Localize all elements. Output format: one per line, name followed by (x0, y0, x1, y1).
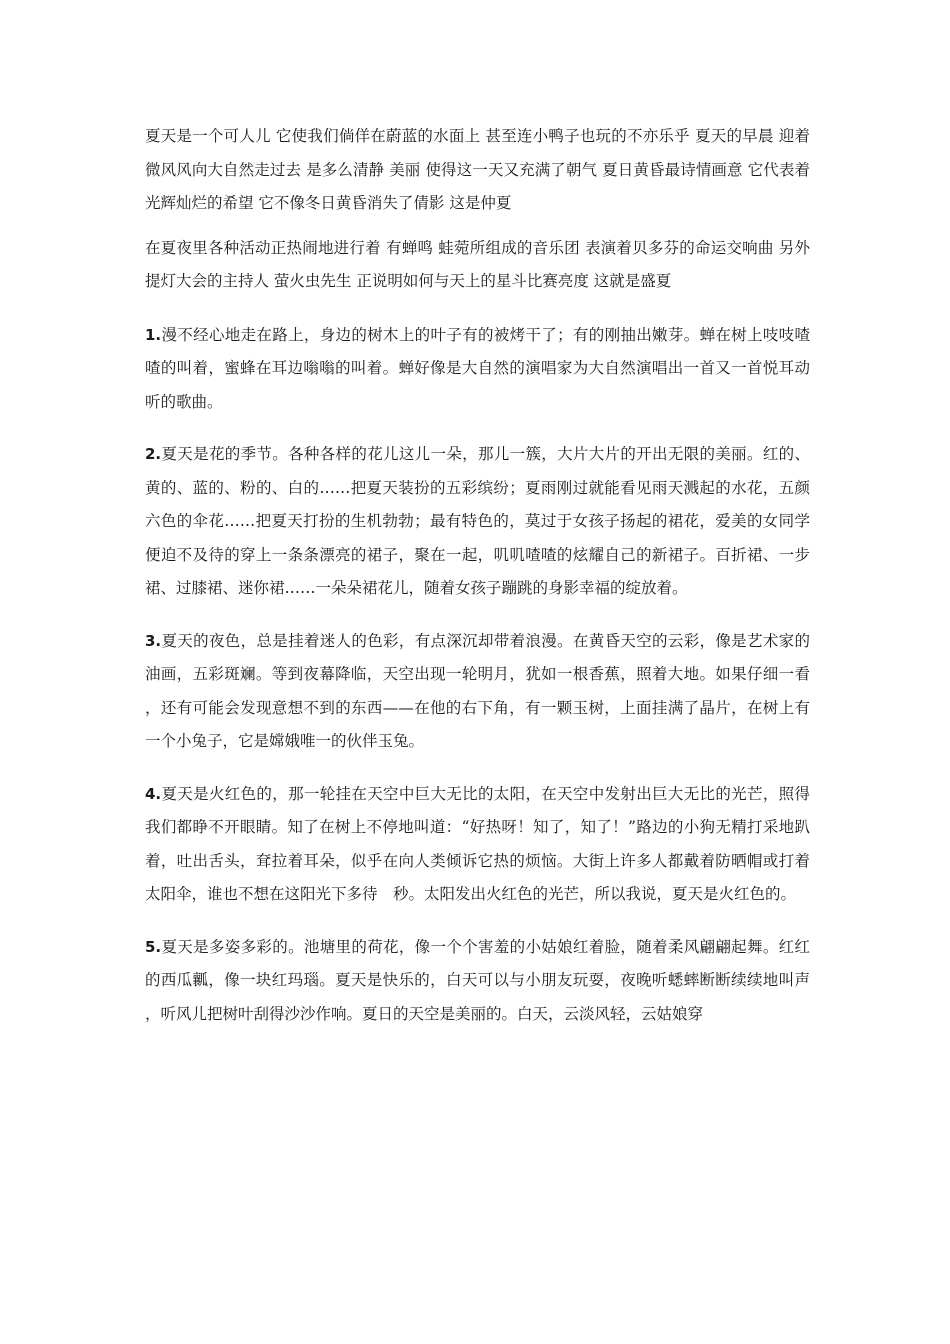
section-3 (145, 625, 810, 759)
section-4-number: 4. (145, 784, 162, 803)
section-1-text: 漫不经心地走在路上，身边的树木上的叶子有的被烤干了；有的刚抽出嫩芽。蝉在树上吱吱喳喳的叫着，蜜蜂在耳边嗡嗡的叫着。蝉好像是大自然的演唱家为大自然演唱出一首又一首悦耳动听的歌曲。 (145, 325, 810, 411)
section-1 (145, 319, 810, 420)
section-5-number: 5. (145, 937, 162, 956)
section-5-text: 夏天是多姿多彩的。池塘里的荷花，像一个个害羞的小姑娘红着脸，随着柔风翩翩起舞。红红的西瓜瓤，像一块红玛瑙。夏天是快乐的，白天可以与小朋友玩耍，夜晚听蟋蟀断断续续地叫声，听风儿把树叶刮得沙沙作响。夏日的天空是美丽的。白天，云淡风轻，云姑娘穿 (145, 937, 810, 1023)
section-2-text: 夏天是花的季节。各种各样的花儿这儿一朵，那儿一簇，大片大片的开出无限的美丽。红的、黄的、蓝的、粉的、白的……把夏天装扮的五彩缤纷；夏雨刚过就能看见雨天溅起的水花，五颜六色的伞花……把夏天打扮的生机勃勃；最有特色的，莫过于女孩子扬起的裙花，爱美的女同学便迫不及待的穿上一条条漂亮的裙子，聚在一起，叽叽喳喳的炫耀自己的新裙子。百折裙、一步裙、过膝裙、迷你裙……一朵朵裙花儿，随着女孩子蹦跳的身影幸福的绽放着。 (145, 445, 810, 597)
section-1-number: 1. (145, 325, 162, 344)
section-4-text: 夏天是火红色的，那一轮挂在天空中巨大无比的太阳，在天空中发射出巨大无比的光芒，照得我们都睁不开眼睛。知了在树上不停地叫道：“好热呀！知了，知了！”路边的小狗无精打采地趴着，吐出舌头，耷拉着耳朵，似乎在向人类倾诉它热的烦恼。大街上许多人都戴着防晒帽或打着太阳伞，谁也不想在这阳光下多待 秒。太阳发出火红色的光芒，所以我说，夏天是火红色的。 (145, 784, 810, 903)
section-3-number: 3. (145, 631, 162, 650)
document-page (145, 120, 810, 1050)
section-2-number: 2. (145, 445, 162, 463)
intro-paragraph-1: 夏天是一个可人儿 它使我们倘佯在蔚蓝的水面上 甚至连小鸭子也玩的不亦乐乎 夏天的早晨 迎着微风风向大自然走过去 是多么清静 美丽 使得这一天又充满了朝气 夏日黄昏最诗情画意 它代表着光辉灿烂的希望 它不像冬日黄昏消失了倩影 这是仲夏 (145, 127, 810, 212)
section-5 (145, 931, 810, 1032)
section-3-text: 夏天的夜色，总是挂着迷人的色彩，有点深沉却带着浪漫。在黄昏天空的云彩，像是艺术家的油画，五彩斑斓。等到夜幕降临，天空出现一轮明月，犹如一根香蕉，照着大地。如果仔细一看，还有可能会发现意想不到的东西——在他的右下角，有一颗玉树，上面挂满了晶片，在树上有一个小兔子，它是嫦娥唯一的伙伴玉兔。 (145, 631, 810, 750)
section-2 (145, 438, 810, 606)
section-4 (145, 778, 810, 912)
intro-paragraph-2: 在夏夜里各种活动正热闹地进行着 有蝉鸣 蛙菀所组成的音乐团 表演着贝多芬的命运交响曲 另外提灯大会的主持人 萤火虫先生 正说明如何与天上的星斗比赛亮度 这就是盛夏 (145, 238, 810, 290)
